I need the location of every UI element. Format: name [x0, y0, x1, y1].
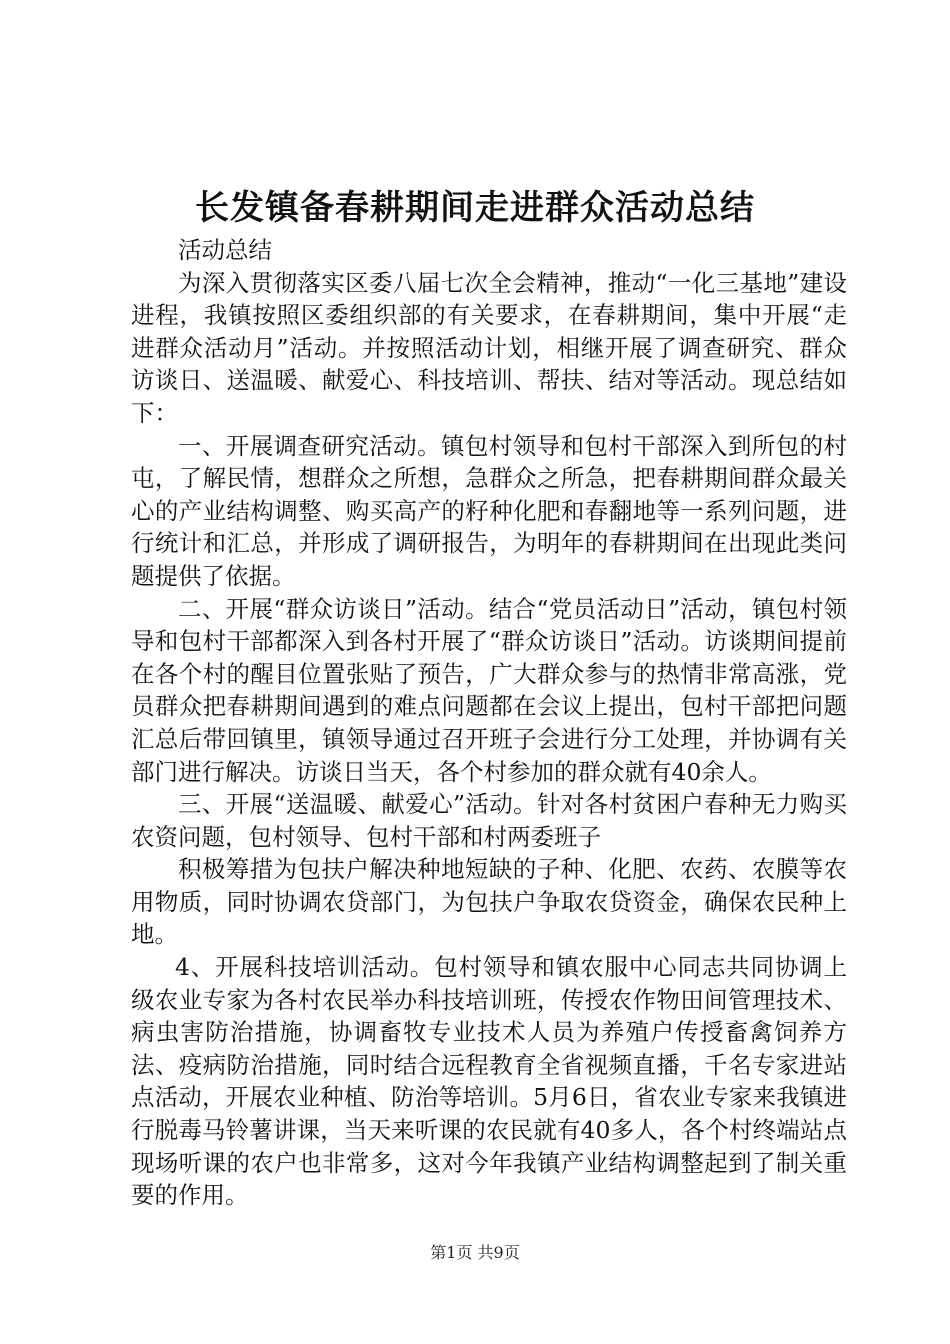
paragraph-intro: 为深入贯彻落实区委八届七次全会精神，推动“一化三基地”建设进程，我镇按照区委组织部的有关要求，在春耕期间，集中开展“走进群众活动月”活动。并按照活动计划，相继开展了调查研究、群众访谈日、送温暖、献爱心、科技培训、帮扶、结对等活动。现总结如下：: [131, 268, 847, 427]
paragraph-section-3-cont: 积极筹措为包扶户解决种地短缺的子种、化肥、农药、农膜等农用物质，同时协调农贷部门，为包扶户争取农贷资金，确保农民种上地。: [131, 855, 847, 949]
paragraph-section-4: 4、开展科技培训活动。包村领导和镇农服中心同志共同协调上级农业专家为各村农民举办科技培训班，传授农作物田间管理技术、病虫害防治措施，协调畜牧专业技术人员为养殖户传授畜禽饲养方法、疫病防治措施，同时结合远程教育全省视频直播，千名专家进站点活动，开展农业种植、防治等培训。5月6日，省农业专家来我镇进行脱毒马铃薯讲课，当天来听课的农民就有40多人，各个村终端站点现场听课的农户也非常多，这对今年我镇产业结构调整起到了制关重要的作用。: [131, 953, 847, 1210]
paragraph-section-3: 三、开展“送温暖、献爱心”活动。针对各村贫困户春种无力购买农资问题，包村领导、包村干部和村两委班子: [131, 790, 847, 851]
page-number: 第1页 共9页: [430, 1243, 520, 1262]
document-title: 长发镇备春耕期间走进群众活动总结: [195, 188, 755, 228]
paragraph-heading: 活动总结: [178, 236, 272, 264]
paragraph-section-1: 一、开展调查研究活动。镇包村领导和包村干部深入到所包的村屯，了解民情，想群众之所想，急群众之所急，把春耕期间群众最关心的产业结构调整、购买高产的籽种化肥和春翻地等一系列问题，进行统计和汇总，并形成了调研报告，为明年的春耕期间在出现此类问题提供了依据。: [131, 431, 847, 590]
paragraph-section-2: 二、开展“群众访谈日”活动。结合“党员活动日”活动，镇包村领导和包村干部都深入到各村开展了“群众访谈日”活动。访谈期间提前在各个村的醒目位置张贴了预告，广大群众参与的热情非常高涨，党员群众把春耕期间遇到的难点问题都在会议上提出，包村干部把问题汇总后带回镇里，镇领导通过召开班子会进行分工处理，并协调有关部门进行解决。访谈日当天，各个村参加的群众就有40余人。: [131, 594, 847, 786]
document-body: [131, 234, 847, 1212]
